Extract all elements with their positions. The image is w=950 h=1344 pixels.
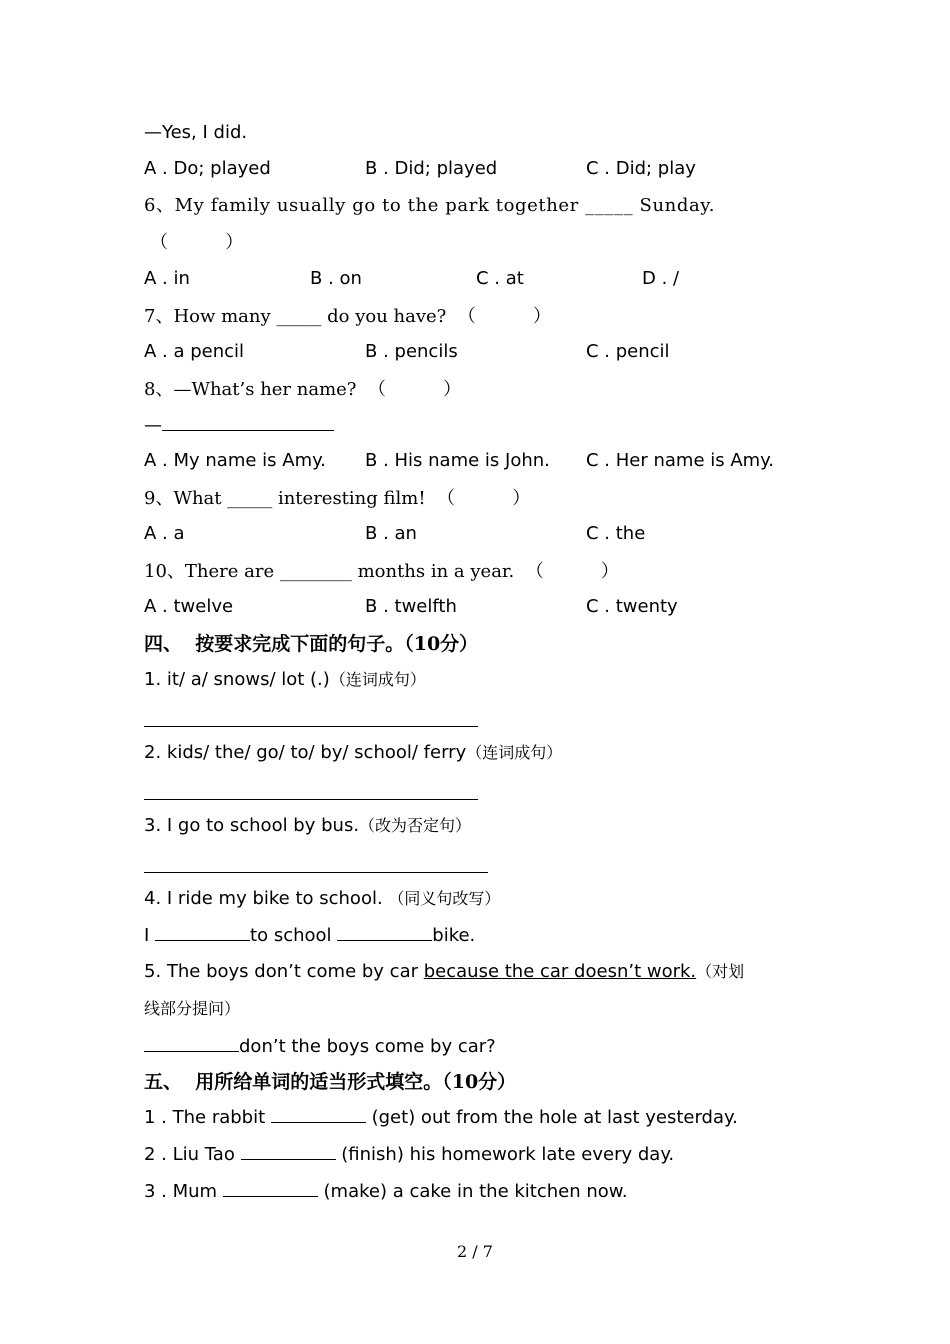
q6-option-a: A . in [144,268,190,289]
s4-item-4-blank-1 [155,924,250,941]
s4-item-5-answer: don’t the boys come by car? [144,1035,496,1059]
section-5-title: 五、 用所给单词的适当形式填空。（10分） [144,1071,517,1093]
q8-option-b: B . His name is John. [365,450,550,471]
q7-question: 7、How many _____ do you have? （ ） [144,306,551,327]
s4-item-2: 2. kids/ the/ go/ to/ by/ school/ ferry（连词成句） [144,742,563,763]
q9-option-a: A . a [144,523,185,544]
s4-item-4-fill: I to school bike. [144,925,476,946]
q5-option-c: C . Did; play [586,158,696,179]
q6-answer-paren: （ ） [150,232,244,253]
s4-item-4-blank-2 [337,924,432,941]
q6-option-b: B . on [310,268,362,289]
s5-item-3-blank [223,1180,318,1197]
q7-blank: _____ [276,306,322,327]
s4-item-2-answer-line [144,799,478,800]
q9-option-c: C . the [586,523,646,544]
s4-item-5-blank [144,1035,239,1052]
s4-item-5: 5. The boys don’t come by car because the car doesn’t work.（对划 [144,961,745,982]
s4-item-1: 1. it/ a/ snows/ lot (.)（连词成句） [144,669,426,690]
q8-question: 8、—What’s her name? （ ） [144,379,462,400]
s5-item-1-blank [271,1106,366,1123]
s4-item-3-answer-line [144,872,488,873]
q7-option-b: B . pencils [365,341,458,362]
section-4-title: 四、 按要求完成下面的句子。（10分） [144,633,479,655]
q9-question: 9、What _____ interesting film! （ ） [144,488,531,509]
s5-item-2-blank [241,1143,336,1160]
q8-option-c: C . Her name is Amy. [586,450,774,471]
q7-option-c: C . pencil [586,341,670,362]
s4-item-1-answer-line [144,726,478,727]
q9-blank: _____ [227,488,273,509]
page-number: 2 / 7 [457,1242,493,1261]
q5-option-a: A . Do; played [144,158,271,179]
q6-option-d: D . / [642,268,680,289]
q5-option-b: B . Did; played [365,158,498,179]
s4-item-3: 3. I go to school by bus.（改为否定句） [144,815,472,836]
s5-item-3: 3 . Mum (make) a cake in the kitchen now. [144,1181,628,1202]
q10-option-c: C . twenty [586,596,678,617]
q5-answer: —Yes, I did. [144,122,248,143]
s4-item-4: 4. I ride my bike to school. （同义句改写） [144,888,501,909]
q10-option-a: A . twelve [144,596,234,617]
q9-option-b: B . an [365,523,417,544]
q10-question: 10、There are ________ months in a year. （ ） [144,561,619,582]
q6-question: 6、My family usually go to the park together _____ Sunday. [144,195,716,216]
q10-blank: ________ [279,561,352,582]
q6-blank: _____ [585,195,634,216]
s4-item-5-cont: 线部分提问） [144,999,241,1018]
q8-answer-line: — [144,414,334,438]
s5-item-1: 1 . The rabbit (get) out from the hole at last yesterday. [144,1107,738,1128]
q7-option-a: A . a pencil [144,341,245,362]
q8-option-a: A . My name is Amy. [144,450,326,471]
q10-option-b: B . twelfth [365,596,457,617]
q8-blank [162,414,334,431]
s5-item-2: 2 . Liu Tao (finish) his homework late every day. [144,1144,675,1165]
q6-option-c: C . at [476,268,524,289]
